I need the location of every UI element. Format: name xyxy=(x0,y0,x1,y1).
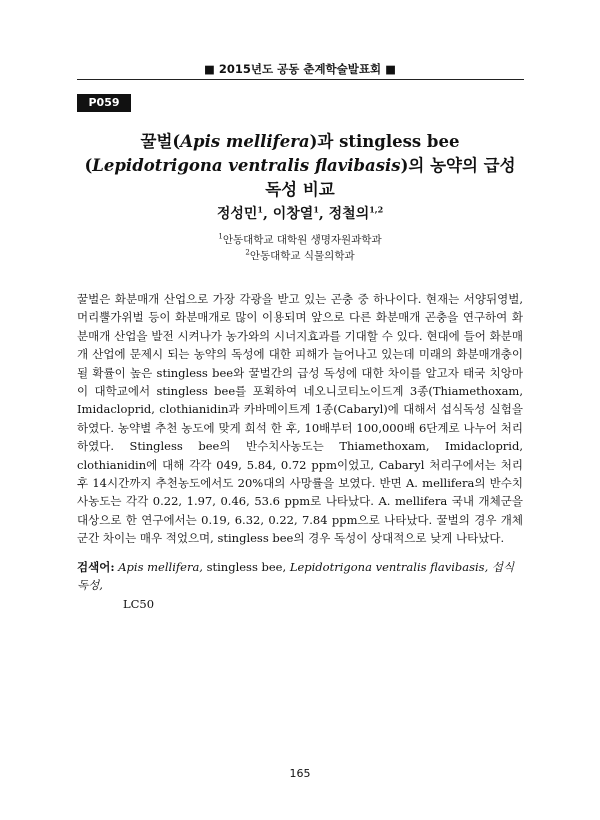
presentation-code-badge: P059 xyxy=(77,94,131,112)
title-species-apis: Apis mellifera xyxy=(180,132,310,151)
affiliation-line xyxy=(0,248,600,263)
keyword-apis: Apis mellifera, xyxy=(118,560,203,574)
affiliation-text: 안동대학교 식물의학과 xyxy=(249,250,355,262)
keyword-lc50: LC50 xyxy=(123,596,155,611)
title-part-3: )의 농약의 급성 독성 비교 xyxy=(265,156,516,199)
author-name: 이창열 xyxy=(272,206,314,222)
author-separator: , xyxy=(263,206,273,222)
keywords-block xyxy=(77,558,523,613)
author-affiliation-mark: 1 xyxy=(313,204,319,215)
title-part-1: 꿀벌( xyxy=(140,132,181,151)
affiliation-line xyxy=(0,232,600,247)
abstract-body: 꿀벌은 화분매개 산업으로 가장 각광을 받고 있는 곤충 중 하나이다. 현재는 서양뒤영벌, 머리뿔가위벌 등이 화분매개로 많이 이용되며 앞으로 다른 화분매개 곤충을 연구하여 화분매개 산업을 발전 시켜나가 농가와의 시너지효과를 기대할 수 있다. 현대에 들어 화분매개 산업에 문제시 되는 농약의 독성에 대한 피해가 늘어나고 있는데 미래의 화분매개충이 될 확률이 높은 stingless bee와 꿀벌간의 급성 독성에 대한 차이를 알고자 태국 치앙마이 대학교에서 stingless bee를 포획하여 네오니코티노이드계 3종(Thiamethoxam, Imidacloprid, clothianidin과 카바메이트계 1종(Cabaryl)에 대해서 섭식독성 실험을 하였다. 농약별 추천 농도에 맞게 희석 한 후, 10배부터 100,000배 6단계로 나누어 처리 하였다. Stingless bee의 반수치사농도는 Thiamethoxam, Imidacloprid, clothianidin에 대해 각각 049, 5.84, 0.72 ppm이었고, Cabaryl 처리구에서는 처리후 14시간까지 추천농도에서도 20%대의 사망률을 보였다. 반면 A. mellifera의 반수치사농도는 각각 0.22, 1.97, 0.46, 53.6 ppm로 나타났다. A. mellifera 국내 개체군을 대상으로 한 연구에서는 0.19, 6.32, 0.22, 7.84 ppm으로 나타났다. 꿀벌의 경우 개체군간 차이는 매우 적었으며, stingless bee의 경우 독성이 상대적으로 낮게 나타났다. xyxy=(77,292,523,546)
page-number: 165 xyxy=(289,767,311,780)
author-list xyxy=(0,203,600,223)
author-name: 정철의 xyxy=(328,206,370,222)
affiliation-mark: 1 xyxy=(218,232,223,241)
title-part-2: )과 stingless bee ( xyxy=(84,132,460,175)
keywords-label: 검색어: xyxy=(77,560,115,574)
title-species-lepidotrigona: Lepidotrigona ventralis flavibasis xyxy=(92,156,401,175)
author-name: 정성민 xyxy=(216,206,258,222)
author-affiliation-mark: 1 xyxy=(257,204,263,215)
affiliation-text: 안동대학교 대학원 생명자원과학과 xyxy=(222,234,382,246)
conference-header: ■ 2015년도 공동 춘계학술발표회 ■ xyxy=(204,62,396,76)
author-affiliation-mark: 1,2 xyxy=(369,204,384,215)
keyword-lepidotrigona: Lepidotrigona ventralis flavibasis, 섭식독성, xyxy=(77,560,515,593)
keyword-stingless: stingless bee, xyxy=(202,560,290,574)
header-divider xyxy=(77,79,524,80)
author-separator: , xyxy=(318,206,329,222)
affiliation-mark: 2 xyxy=(245,248,250,257)
paper-title xyxy=(82,130,518,202)
